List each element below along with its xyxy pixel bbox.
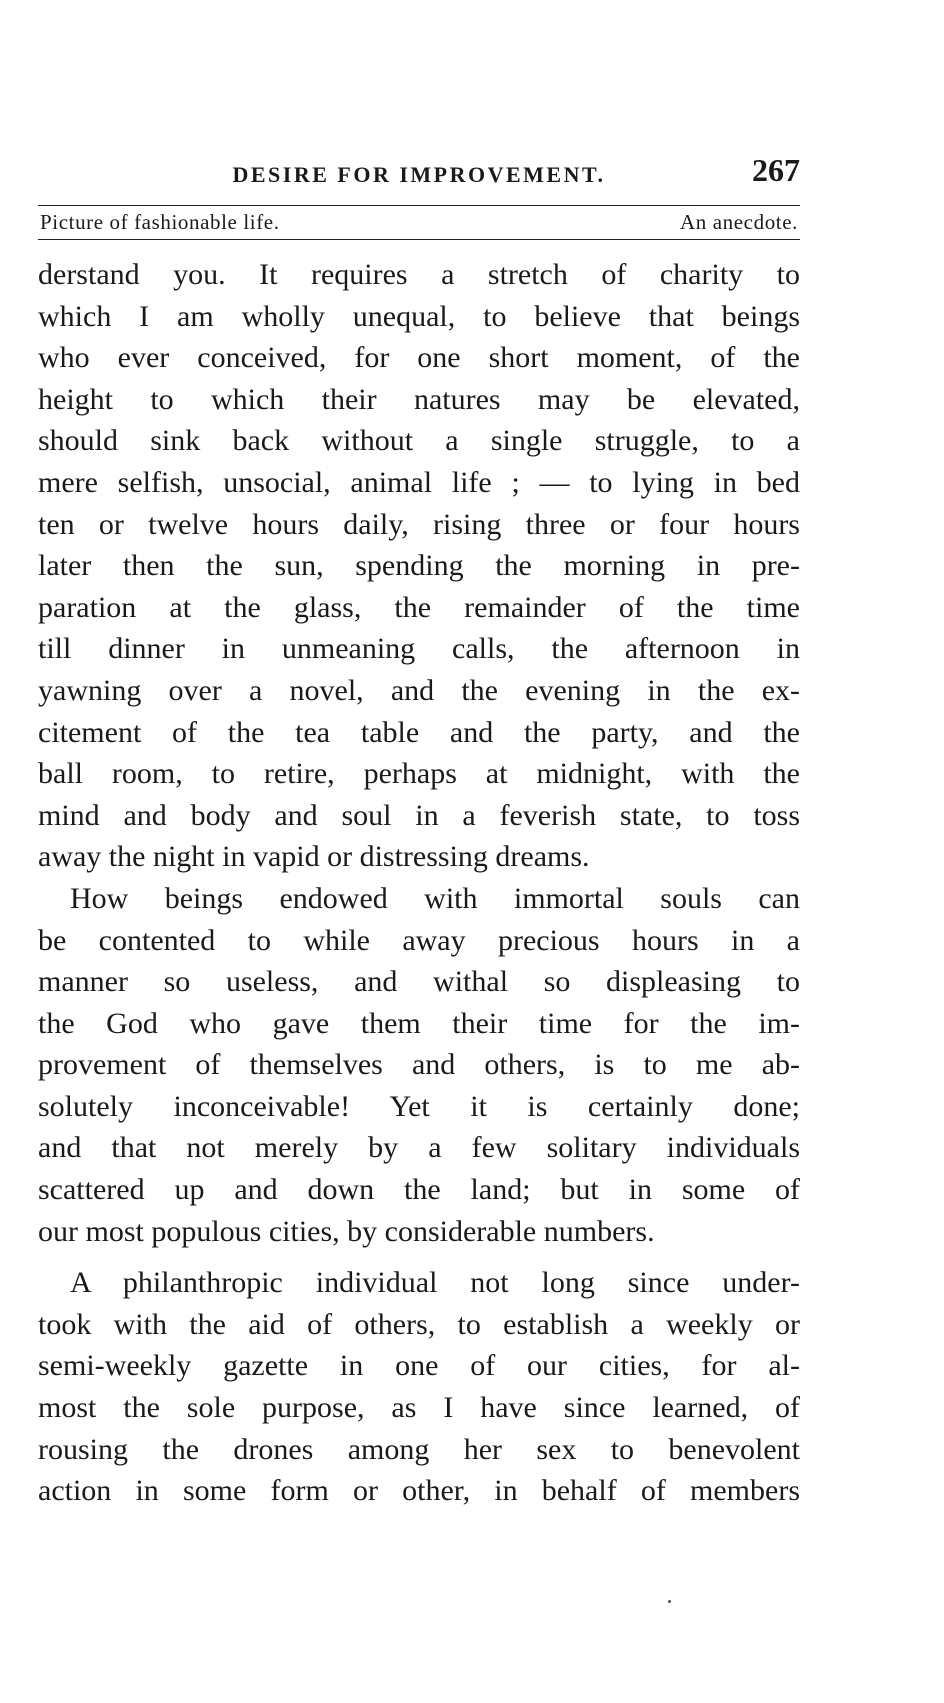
- text-line: which I am wholly unequal, to believe that beings: [38, 299, 800, 333]
- text-line: rousing the drones among her sex to benevolent: [38, 1432, 800, 1466]
- paragraph: [38, 1262, 800, 1512]
- text-line: the God who gave them their time for the im-: [38, 1006, 800, 1040]
- text-line: mere selfish, unsocial, animal life ; — to lying in bed: [38, 465, 800, 499]
- running-head: [38, 152, 800, 192]
- text-line: height to which their natures may be elevated,: [38, 382, 800, 416]
- text-line: A philanthropic individual not long since under-: [70, 1266, 800, 1300]
- text-line: derstand you. It requires a stretch of charity to: [38, 258, 800, 291]
- text-line: scattered up and down the land; but in some of: [38, 1173, 800, 1207]
- text-line: till dinner in unmeaning calls, the afternoon in: [38, 632, 800, 666]
- paragraph: [38, 878, 800, 1252]
- text-line: mind and body and soul in a feverish state, to toss: [38, 798, 800, 832]
- page-number: 267: [752, 152, 800, 188]
- text-line: ball room, to retire, perhaps at midnight, with the: [38, 757, 800, 791]
- print-speck: [668, 1600, 671, 1603]
- text-line: took with the aid of others, to establish a weekly or: [38, 1307, 800, 1341]
- subheader-left: Picture of fashionable life.: [40, 210, 280, 234]
- subheader: [38, 210, 800, 238]
- text-line: yawning over a novel, and the evening in the ex-: [38, 673, 800, 707]
- text-line: citement of the tea table and the party, and the: [38, 715, 800, 749]
- text-line: solutely inconceivable! Yet it is certainly done;: [38, 1089, 800, 1123]
- text-line: most the sole purpose, as I have since learned, of: [38, 1391, 800, 1425]
- text-line: ten or twelve hours daily, rising three or four hours: [38, 507, 800, 541]
- text-line: our most populous cities, by considerable numbers.: [38, 1214, 655, 1248]
- text-line: be contented to while away precious hours in a: [38, 923, 800, 957]
- paragraph-gap: [38, 1252, 800, 1262]
- text-line: who ever conceived, for one short moment, of the: [38, 341, 800, 375]
- running-title: DESIRE FOR IMPROVEMENT.: [232, 162, 606, 187]
- text-line: semi-weekly gazette in one of our cities, for al-: [38, 1349, 800, 1383]
- subheader-right: An anecdote.: [680, 210, 798, 234]
- header-rule-bottom: [38, 239, 800, 240]
- text-line: provement of themselves and others, is to me ab-: [38, 1048, 800, 1082]
- header-rule-top: [38, 205, 800, 206]
- text-line: paration at the glass, the remainder of the time: [38, 590, 800, 624]
- text-line: How beings endowed with immortal souls can: [70, 881, 800, 915]
- body-text: [38, 254, 800, 1512]
- text-line: action in some form or other, in behalf of members: [38, 1474, 800, 1508]
- text-line: should sink back without a single struggle, to a: [38, 424, 800, 458]
- text-line: and that not merely by a few solitary individuals: [38, 1131, 800, 1165]
- paragraph: [38, 254, 800, 878]
- text-line: away the night in vapid or distressing dreams.: [38, 840, 590, 874]
- text-line: manner so useless, and withal so displeasing to: [38, 965, 800, 999]
- text-line: later then the sun, spending the morning in pre-: [38, 549, 800, 583]
